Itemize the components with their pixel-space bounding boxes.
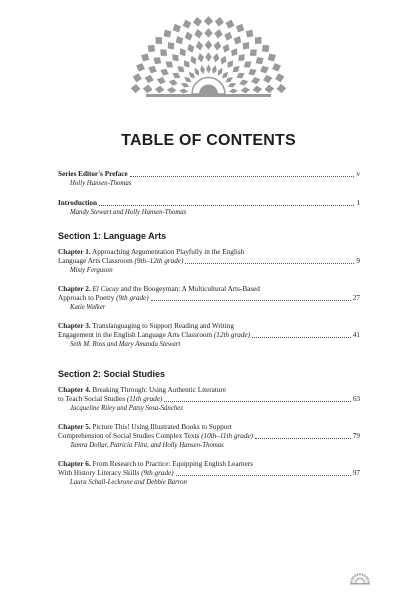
page-number: 97 <box>352 469 360 477</box>
sunburst-ray <box>168 42 175 50</box>
entry-authors: Tamra Dollar, Patricia Flint, and Holly Hansen-Thomas <box>70 442 224 449</box>
sunburst-logo-icon <box>126 14 291 110</box>
sunburst-ray <box>350 581 353 583</box>
sunburst-ray <box>222 44 230 54</box>
sunburst-ray <box>236 24 245 33</box>
sunburst-ray <box>367 581 370 583</box>
sunburst-ray <box>182 19 191 29</box>
sunburst-ray <box>220 55 226 64</box>
sunburst-ray <box>264 84 274 93</box>
sunburst-ray <box>172 54 179 62</box>
sunburst-ray <box>218 67 223 76</box>
sunburst-ray <box>262 45 270 53</box>
sunburst-small-icon <box>348 572 372 586</box>
page-number: 9 <box>356 257 360 265</box>
sunburst-ray <box>351 578 354 580</box>
entry-label: Introduction <box>58 199 98 207</box>
sunburst-ray <box>196 41 204 51</box>
sunburst-ray <box>250 49 258 56</box>
sunburst-ray <box>246 29 254 37</box>
sunburst-ray <box>172 24 181 33</box>
toc-entry-chapter-5[interactable]: Chapter 5. Picture This! Using Illustrated Books to Support Comprehension of Social Studies Complex Texts (10th–11th grade) 79 Tamra Dollar, Patricia Flint, and Holly Hansen-Thomas <box>58 423 360 449</box>
sunburst-ray <box>193 17 203 27</box>
sunburst-ray <box>190 55 196 64</box>
page-title: TABLE OF CONTENTS <box>121 132 296 149</box>
sunburst-ray <box>194 29 203 39</box>
toc-entry-chapter-1[interactable]: Chapter 1. Approaching Argumentation Playfully in the English Language Arts Classroom (9th–12th grade) 9 Misty Ferguson <box>58 248 360 274</box>
sunburst-ray <box>155 37 162 45</box>
sunburst-ray <box>225 77 233 83</box>
sunburst-ray <box>238 54 245 62</box>
entry-authors: Katie Walker <box>70 304 106 311</box>
entry-authors: Seth M. Ross and Mary Amanda Stewart <box>70 341 181 348</box>
sunburst-ray <box>148 65 157 73</box>
sunburst-ray <box>179 48 186 57</box>
sunburst-ray <box>361 573 363 576</box>
sunburst-ray <box>168 79 178 86</box>
sunburst-ray <box>147 45 155 53</box>
sunburst-ray <box>224 31 233 41</box>
sunburst-ray <box>212 65 217 75</box>
sunburst-ray <box>358 577 359 580</box>
sunburst-ray <box>231 48 238 57</box>
sunburst-ray <box>197 53 204 63</box>
sunburst-ray <box>361 577 362 580</box>
sunburst-ray <box>240 87 250 94</box>
sunburst-ray <box>155 85 165 93</box>
sunburst-ray <box>195 67 200 76</box>
sunburst-ray <box>204 16 214 26</box>
sunburst-ray <box>184 77 192 83</box>
entry-authors: Jacqueline Riley and Patsy Sosa-Sánchez <box>70 405 183 412</box>
sunburst-ray <box>260 65 269 73</box>
sunburst-ray <box>366 578 369 580</box>
sunburst-ray <box>143 84 153 93</box>
section-heading: Section 1: Language Arts <box>58 231 167 241</box>
sunburst-ray <box>365 576 368 578</box>
entry-authors: Misty Ferguson <box>70 267 113 274</box>
page-number: 63 <box>352 395 360 403</box>
sunburst-ray <box>228 88 238 93</box>
sunburst-ray <box>359 577 360 580</box>
sunburst-ray <box>364 574 366 577</box>
sunburst-ray <box>263 75 273 84</box>
sunburst-ray <box>275 73 285 83</box>
sunburst-ray <box>242 42 249 50</box>
sunburst-ray <box>160 49 168 56</box>
sunburst-ray <box>354 582 357 583</box>
sunburst-ray <box>232 66 240 73</box>
sunburst-ray <box>213 53 220 63</box>
sunburst-ray <box>160 69 169 76</box>
sunburst-ray <box>200 65 205 75</box>
sunburst-ray <box>214 29 223 39</box>
sunburst-ray <box>252 85 262 93</box>
sunburst-ray <box>163 29 171 37</box>
sunburst-ray <box>184 31 193 41</box>
sunburst-ray <box>244 61 252 68</box>
page-number: v <box>356 170 360 178</box>
sunburst-ray <box>206 64 211 74</box>
page-number: 79 <box>352 432 360 440</box>
sunburst-ray <box>177 66 185 73</box>
page-number: 41 <box>352 331 360 339</box>
sunburst-ray <box>236 73 245 79</box>
sunburst-ray <box>176 36 184 45</box>
sunburst-ray <box>215 17 225 27</box>
sunburst-ray <box>255 57 264 65</box>
entry-authors: Laura Schall-Leckrone and Debbie Barron <box>70 479 187 486</box>
sunburst-ray <box>248 69 257 76</box>
toc-entry-chapter-2[interactable]: Chapter 2. El Cucuy and the Boogeyman: A Multicultural Arts-Based Approach to Poetry (9th grade) 27 Katie Walker <box>58 285 360 311</box>
toc-entry-chapter-3[interactable]: Chapter 3. Translanguaging to Support Reading and Writing Engagement in the English Language Arts Classroom (12th grade) 41 Seth M. Ross and Mary Amanda Stewart <box>58 322 360 348</box>
sunburst-ray <box>172 73 181 79</box>
sunburst-ray <box>255 37 262 45</box>
page-number: 27 <box>352 294 360 302</box>
sunburst-ray <box>251 77 261 85</box>
table-of-contents <box>58 170 360 487</box>
entry-authors: Holly Hansen-Thomas <box>70 180 132 187</box>
sunburst-ray <box>227 83 237 88</box>
toc-entry-preface[interactable] <box>58 170 360 188</box>
sunburst-ray <box>239 79 249 86</box>
toc-entry-introduction[interactable] <box>58 199 360 217</box>
sunburst-ray <box>363 582 366 583</box>
sunburst-ray <box>180 83 190 88</box>
sunburst-ray <box>267 53 276 62</box>
sunburst-ray <box>184 60 190 68</box>
sunburst-ray <box>234 36 242 45</box>
sunburst-ray <box>227 60 233 68</box>
sunburst-ray <box>354 574 356 577</box>
sunburst-ray <box>167 87 177 94</box>
sunburst-ray <box>165 61 173 68</box>
sunburst-ray <box>153 57 162 65</box>
sunburst-ray <box>359 573 361 576</box>
toc-entry-chapter-4[interactable]: Chapter 4. Breaking Through: Using Authentic Literature to Teach Social Studies (11th grade) 63 Jacqueline Riley and Patsy Sosa-Sánchez <box>58 386 360 412</box>
sunburst-ray <box>225 19 234 29</box>
sunburst-ray <box>205 52 212 62</box>
sunburst-ray <box>276 84 286 94</box>
sunburst-ray <box>187 44 195 54</box>
sunburst-ray <box>204 40 212 50</box>
sunburst-ray <box>357 573 359 576</box>
entry-authors: Mandy Stewart and Holly Hansen-Thomas <box>70 209 187 216</box>
sunburst-ray <box>141 53 150 62</box>
sunburst-ray <box>156 77 166 85</box>
sunburst-ray <box>352 576 355 578</box>
entry-label: Series Editor's Preface <box>58 170 128 178</box>
section-heading: Section 2: Social Studies <box>58 369 166 379</box>
sunburst-ray <box>272 63 282 72</box>
sunburst-ray <box>131 84 141 94</box>
toc-entry-chapter-6[interactable]: Chapter 6. From Research to Practice: Equipping English Learners With History Literacy Skills (9th grade) 97 Laura Schall-Leckrone and Debbie Barron <box>58 460 360 486</box>
page-number: 1 <box>356 199 360 207</box>
sunburst-ray <box>144 75 154 84</box>
sunburst-ray <box>204 28 213 38</box>
sunburst-ray <box>214 41 222 51</box>
sunburst-ray <box>179 88 189 93</box>
sunburst-ray <box>132 73 142 83</box>
sunburst-ray <box>136 63 146 72</box>
